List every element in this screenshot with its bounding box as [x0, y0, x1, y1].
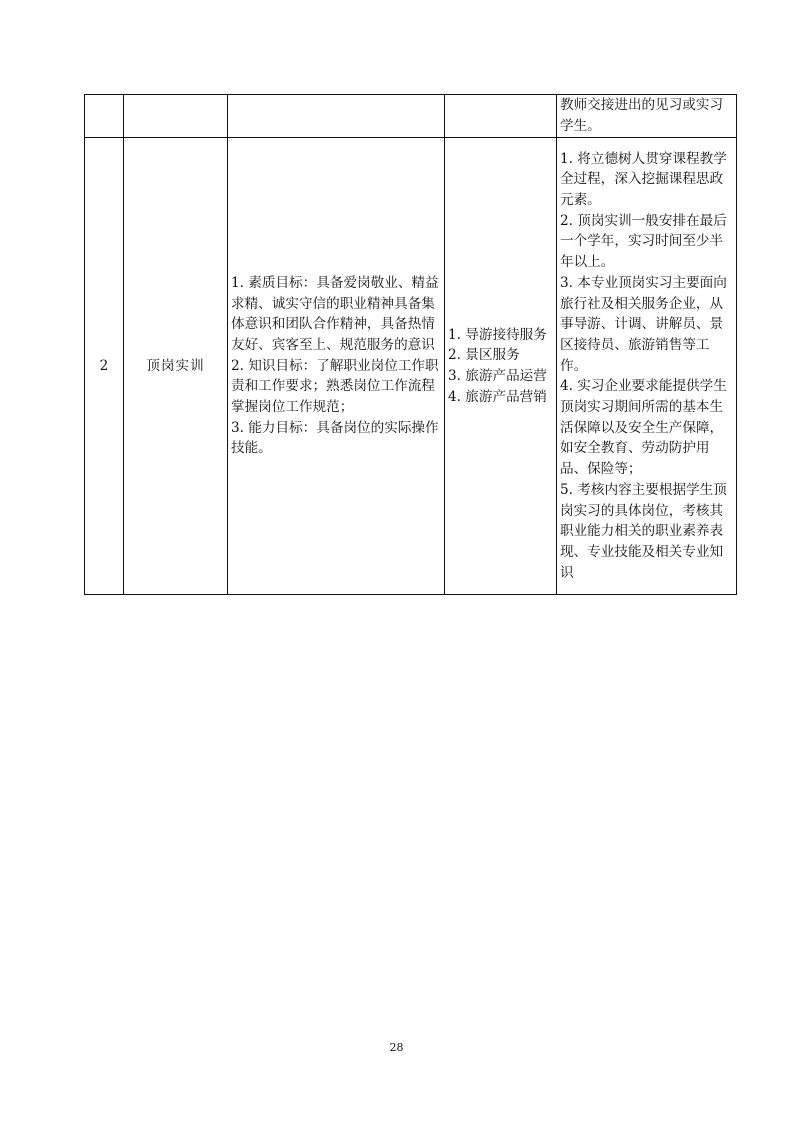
- requirement-item: 4. 实习企业要求能提供学生顶岗实习期间所需的基本生活保障以及安全生产保障，如安全教育、劳动防护用品、保险等；: [560, 378, 727, 478]
- requirement-item: 5. 考核内容主要根据学生顶岗实习的具体岗位，考核其职业能力相关的职业素养表现、专业技能及相关专业知识: [560, 481, 727, 581]
- cell-requirements: [557, 95, 737, 138]
- content-item: 2. 景区服务: [448, 347, 520, 364]
- training-table: [84, 94, 737, 595]
- cell-requirements: [557, 138, 737, 595]
- cell-goals: [228, 138, 445, 595]
- requirement-text: 教师交接进出的见习或实习学生。: [560, 97, 724, 134]
- cell-goals: [228, 95, 445, 138]
- table-row: [85, 95, 737, 138]
- cell-content: [445, 95, 557, 138]
- cell-number: 2: [85, 138, 124, 595]
- content-item: 1. 导游接待服务: [448, 326, 547, 343]
- requirement-item: 3. 本专业顶岗实习主要面向旅行社及相关服务企业，从事导游、计调、讲解员、景区接待员、旅游销售等工作。: [560, 274, 727, 374]
- content-item: 4. 旅游产品营销: [448, 388, 547, 405]
- goal-item: 2. 知识目标：了解职业岗位工作职责和工作要求；熟悉岗位工作流程掌握岗位工作规范；: [231, 357, 439, 416]
- cell-name: [124, 95, 228, 138]
- content-item: 3. 旅游产品运营: [448, 368, 547, 384]
- cell-name: 顶岗实训: [124, 138, 228, 595]
- requirement-item: 1. 将立德树人贯穿课程教学全过程，深入挖掘课程思政元素。: [560, 150, 727, 209]
- cell-number: [85, 95, 124, 138]
- requirement-item: 2. 顶岗实训一般安排在最后一个学年，实习时间至少半年以上。: [560, 212, 727, 271]
- page-number: 28: [389, 1041, 404, 1054]
- cell-content: [445, 138, 557, 595]
- goal-item: 3. 能力目标：具备岗位的实际操作技能。: [231, 419, 439, 457]
- table-row: [85, 138, 737, 595]
- goal-item: 1. 素质目标：具备爱岗敬业、精益求精、诚实守信的职业精神具备集体意识和团队合作精神，具备热情友好、宾客至上、规范服务的意识: [231, 274, 439, 353]
